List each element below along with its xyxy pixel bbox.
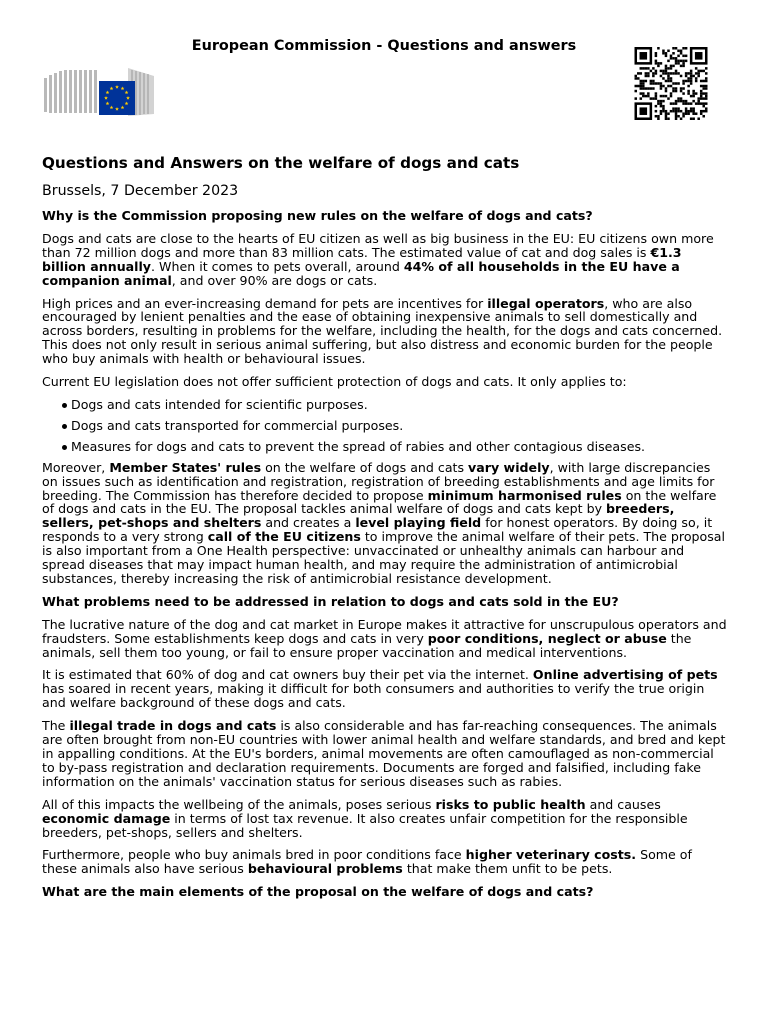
paragraph-3: Current EU legislation does not offer sufficient protection of dogs and cats. It only applies to: bbox=[42, 374, 627, 390]
bullet-icon bbox=[62, 403, 67, 408]
question-1: Why is the Commission proposing new rules on the welfare of dogs and cats? bbox=[42, 208, 593, 223]
document-body bbox=[42, 154, 728, 908]
question-3: What are the main elements of the proposal on the welfare of dogs and cats? bbox=[42, 884, 594, 900]
list-item: Measures for dogs and cats to prevent the spread of rabies and other contagious diseases. bbox=[42, 440, 728, 454]
paragraph-1: Dogs and cats are close to the hearts of EU citizen as well as big business in the EU: EU citizens own more than 72 million dogs and more than 83 million cats. The estimated value of cat and dog sales is €1.3 billion annually. When it comes to pets overall, around 44% of all households in the EU have a companion animal, and over 90% are dogs or cats. bbox=[42, 230, 714, 288]
bullet-icon bbox=[62, 424, 67, 429]
bullet-icon bbox=[62, 445, 67, 450]
bullet-list bbox=[42, 398, 728, 454]
paragraph-8: All of this impacts the wellbeing of the animals, poses serious risks to public health and causes economic damage in terms of lost tax revenue. It also creates unfair competition for the responsible breeders, pet-shops, sellers and shelters. bbox=[42, 796, 688, 840]
paragraph-6: It is estimated that 60% of dog and cat owners buy their pet via the internet. Online advertising of pets has soared in recent years, making it difficult for both consumers and authorities to verify the true origin and welfare background of these dogs and cats. bbox=[42, 667, 718, 711]
paragraph-4: Moreover, Member States' rules on the welfare of dogs and cats vary widely, with large discrepancies on issues such as identification and registration, registration of breeding establishments and age limits for breeding. The Commission has therefore decided to propose minimum harmonised rules on the welfare of dogs and cats in the EU. The proposal tackles animal welfare of dogs and cats kept by breeders, sellers, pet-shops and shelters and creates a level playing field for honest operators. By doing so, it responds to a very strong call of the EU citizens to improve the animal welfare of their pets. The proposal is also important from a One Health perspective: unvaccinated or unhealthy animals can harbour and spread diseases that may impact human health, and may require the administration of antimicrobial substances, thereby increasing the risk of antimicrobial resistance development. bbox=[42, 459, 725, 586]
list-item: Dogs and cats transported for commercial purposes. bbox=[42, 419, 728, 433]
paragraph-5: The lucrative nature of the dog and cat market in Europe makes it attractive for unscrupulous operators and fraudsters. Some establishments keep dogs and cats in very poor conditions, neglect or abuse the animals, sell them too young, or fail to ensure proper vaccination and medical interventions. bbox=[42, 616, 727, 660]
header-title: European Commission - Questions and answers bbox=[191, 38, 577, 54]
paragraph-9: Furthermore, people who buy animals bred in poor conditions face higher veterinary costs. Some of these animals also have serious behavioural problems that make them unfit to be pets. bbox=[42, 847, 692, 877]
eu-flag-logo bbox=[42, 66, 154, 118]
question-2: What problems need to be addressed in relation to dogs and cats sold in the EU? bbox=[42, 593, 619, 609]
qr-code-icon bbox=[632, 47, 710, 120]
dateline: Brussels, 7 December 2023 bbox=[42, 183, 239, 199]
list-item: Dogs and cats intended for scientific purposes. bbox=[42, 398, 728, 412]
paragraph-7: The illegal trade in dogs and cats is also considerable and has far-reaching consequences. The animals are often brought from non-EU countries with lower animal health and welfare standards, and bred and kept in appalling conditions. At the EU's borders, animal movements are often camouflaged as non-commercial to by-pass registration and declaration requirements. Documents are forged and falsified, including fake information on the animals' vaccination status for serious diseases such as rabies. bbox=[42, 718, 726, 789]
document-title: Questions and Answers on the welfare of dogs and cats bbox=[42, 154, 520, 172]
paragraph-2: High prices and an ever-increasing demand for pets are incentives for illegal operators, who are also encouraged by lenient penalties and the ease of obtaining inexpensive animals to sell domestically and across borders, resulting in problems for the welfare, including the health, for the dogs and cats concerned. This does not only result in serious animal suffering, but also distress and economic burden for the people who buy animals with health or behavioural issues. bbox=[42, 295, 723, 367]
